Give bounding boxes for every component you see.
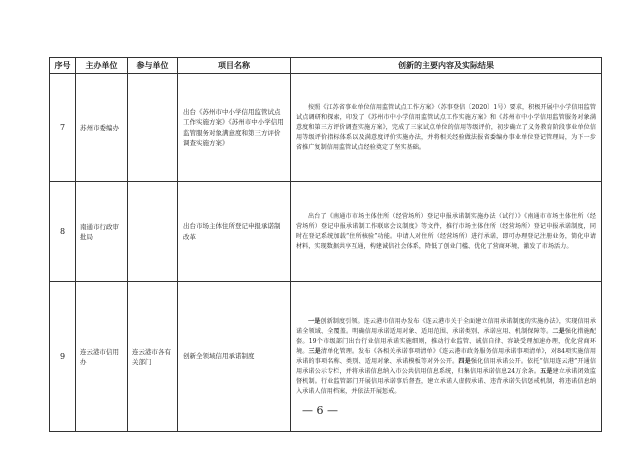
ordinal-lead: 四是 <box>458 357 471 365</box>
table-header-row <box>50 58 602 74</box>
ordinal-lead: 二是 <box>552 327 565 335</box>
row-participant-unit <box>128 182 178 282</box>
row-project-name: 出台市场主体住所登记申报承诺制改革 <box>178 182 291 282</box>
innovation-table <box>49 57 602 432</box>
header-content: 创新的主要内容及实际结果 <box>291 58 602 74</box>
row-content-text: 按照《江苏省事业单位信用监管试点工作方案》（苏事登信〔2020〕1号）要求，积极开展中小学信用监管试点调研和探索，印发了《苏州市中小学信用监管试点工作实施方案》和《苏州市中小学信用监管服务对象满意度和第三方评价调查实施方案》，完成了三家试点单位的信用等级评价，初步确立了义务教育阶段事业单位信用等级评价指标体系以及满意度评价实施办法，并将相关经验做法报省委编办事业单位登记管理局，为下一步省推广复制信用监管试点经验奠定了坚实基础。 <box>296 103 596 151</box>
table-row <box>50 74 602 182</box>
row-host-unit: 南通市行政审批局 <box>76 182 128 282</box>
page-number: — 6 — <box>302 404 338 417</box>
row-host-unit: 苏州市委编办 <box>76 74 128 182</box>
row-serial: 9 <box>50 282 76 432</box>
row-host-unit: 连云港市信用办 <box>76 282 128 432</box>
row-content <box>291 74 602 182</box>
row-serial: 7 <box>50 74 76 182</box>
header-project-name: 项目名称 <box>178 58 291 74</box>
row-serial: 8 <box>50 182 76 282</box>
row-participant-unit <box>128 74 178 182</box>
row-content-text: 一是创新制度引领。连云港市信用办发布《连云港市关于全面建立信用承诺制度的实施办法》，实现信用承诺全领域、全覆盖。明确信用承诺适用对象、适用范围、承诺类别、承诺应用、机制保障等。二是强化措施配套。19个市级部门出台行业信用承诺实施细则，推动行业监管、诚信自律、容缺受理加速办理，优化营商环境。三是清单化管理。发布《各相关承诺事项清单》《连云港市政务服务信用承诺事项清单》，对84项实施信用承诺的事项名称、类别、适用对象、承诺模板等对外公开。四是强化信用承诺公开。依托“信用连云港”开通信用承诺公示专栏，并将承诺信息纳入市公共信用信息系统，归集信用承诺信息24万余条。五是建立承诺闭效监督机制。行业监管部门开展信用承诺事后督查，建立承诺人虚假承诺、违背承诺失信惩戒机制，将违诺信息纳入承诺人信用档案，并依法开展惩戒。 <box>296 317 597 395</box>
header-participant-unit: 参与单位 <box>128 58 178 74</box>
header-host-unit: 主办单位 <box>76 58 128 74</box>
table-row <box>50 182 602 282</box>
row-project-name: 创新全领域信用承诺制度 <box>178 282 291 432</box>
header-serial: 序号 <box>50 58 76 74</box>
ordinal-lead: 一是 <box>308 317 321 325</box>
ordinal-lead: 三是 <box>308 347 321 355</box>
row-content-text: 出台了《南通市市场主体住所（经营场所）登记申报承诺制实施办法（试行）》《南通市市场主体住所（经营场所）登记申报承诺制工作联席会议制度》等文件，推行市场主体住所（经营场所）登记申报承诺制度，同时在登记系统加载“住所核验”功能。申请人对住所（经营场所）进行承诺，即可办理登记注册业务，简化申请材料，实现数据共享互通，构建诚信社会体系，降低了创业门槛、优化了营商环境，激发了市场活力。 <box>296 212 596 250</box>
row-content <box>291 182 602 282</box>
ordinal-lead: 五是 <box>540 367 553 375</box>
row-project-name: 出台《苏州市中小学信用监管试点工作实施方案》《苏州市中小学信用监管服务对象满意度和第三方评价调查实施方案》 <box>178 74 291 182</box>
row-participant-unit: 连云港市各有关部门 <box>128 282 178 432</box>
